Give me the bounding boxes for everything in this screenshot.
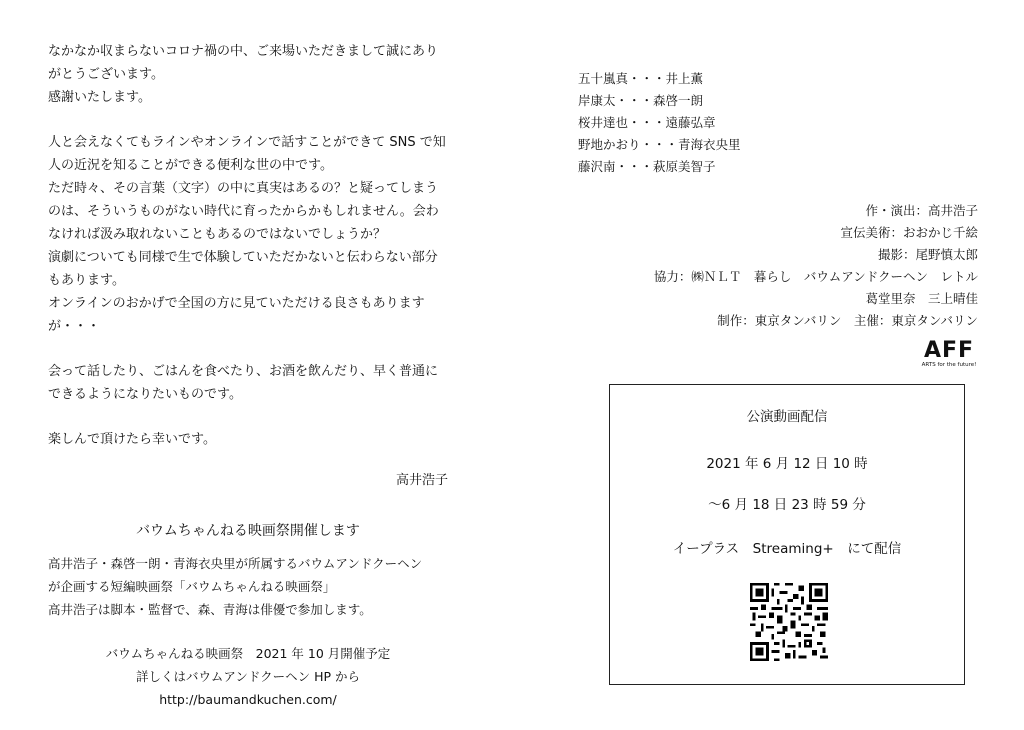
greeting-paragraph-2	[48, 131, 448, 338]
text-line: 高井浩子・森啓一朗・青海衣央里が所属するバウムアンドクーヘン	[48, 556, 423, 571]
festival-title: バウムちゃんねる映画祭開催します	[136, 523, 360, 539]
cast-item: 藤沢南・・・萩原美智子	[578, 159, 716, 174]
text-line: 感謝いたします。	[48, 90, 151, 105]
credit-line: 制作：東京タンバリン 主催：東京タンバリン	[717, 313, 978, 328]
credit-line: 葛堂里奈 三上晴佳	[865, 291, 978, 306]
aff-logo-mark: AFF	[923, 338, 975, 363]
text-line: オンラインのおかげで全国の方に見ていただける良さもあります	[48, 296, 425, 311]
festival-footer	[48, 642, 448, 711]
text-line: ただ時々、その言葉（文字）の中に真実はあるの？と疑ってしまう	[48, 181, 439, 196]
greeting-paragraph-1	[48, 40, 448, 109]
text-line: が企画する短編映画祭「バウムちゃんねる映画祭」	[48, 579, 336, 594]
cast-item: 野地かおり・・・青海衣央里	[578, 137, 741, 152]
credit-line: 作・演出：高井浩子	[865, 203, 978, 218]
cast-item: 岸康太・・・森啓一朗	[578, 93, 704, 108]
greeting-signature: 高井浩子	[395, 473, 448, 488]
festival-link-text: 詳しくはバウムアンドクーヘン HP から http://baumandkuchen.com/	[135, 669, 373, 707]
text-line: 会って話したり、ごはんを食べたり、お酒を飲んだり、早く普通に	[48, 364, 439, 379]
text-line: なかなか収まらないコロナ禍の中、ご来場いただきまして誠にあり	[48, 44, 439, 59]
festival-description	[48, 552, 448, 621]
text-line: が・・・	[48, 319, 101, 334]
greeting-section	[48, 40, 448, 492]
streaming-info-box	[609, 384, 965, 685]
text-line: なければ汲み取れないこともあるのではないでしょうか？	[48, 227, 387, 242]
text-line: できるようになりたいものです。	[48, 387, 242, 402]
qr-code-icon[interactable]	[750, 583, 828, 661]
text-line: 人と会えなくてもラインやオンラインで話すことができて SNS で知	[48, 135, 446, 150]
text-line: 楽しんで頂けたら幸いです。	[48, 432, 216, 447]
aff-logo	[918, 340, 980, 370]
credit-line: 協力：㈱ＮＬＴ 暮らし バウムアンドクーヘン レトル	[653, 269, 978, 284]
greeting-paragraph-3	[48, 360, 448, 406]
festival-schedule: バウムちゃんねる映画祭 2021 年 10 月開催予定	[105, 646, 391, 661]
aff-logo-tagline: ARTS for the future!	[921, 362, 977, 368]
text-line: 人の近況を知ることができる便利な世の中です。	[48, 158, 333, 173]
greeting-paragraph-4	[48, 428, 448, 451]
cast-item: 桜井達也・・・遠藤弘章	[578, 115, 716, 130]
cast-list	[578, 68, 741, 178]
streaming-start: 2021 年 6 月 12 日 10 時	[706, 456, 868, 472]
text-line: 高井浩子は脚本・監督で、森、青海は俳優で参加します。	[48, 602, 372, 617]
text-line: がとうございます。	[48, 67, 164, 82]
credit-line: 撮影：尾野慎太郎	[877, 247, 978, 262]
text-line: 演劇についても同様で生で体験していただかないと伝わらない部分	[48, 250, 438, 265]
text-line: のは、そういうものがない時代に育ったからかもしれません。会わ	[48, 204, 439, 219]
streaming-platform: イープラス Streaming+ にて配信	[672, 541, 902, 557]
text-line: もあります。	[48, 273, 125, 288]
streaming-end: ～6 月 18 日 23 時 59 分	[708, 497, 866, 513]
staff-credits	[654, 200, 978, 332]
cast-item: 五十嵐真・・・井上薫	[578, 71, 704, 86]
credit-line: 宣伝美術：おおかじ千絵	[840, 225, 978, 240]
streaming-title: 公演動画配信	[746, 409, 828, 425]
